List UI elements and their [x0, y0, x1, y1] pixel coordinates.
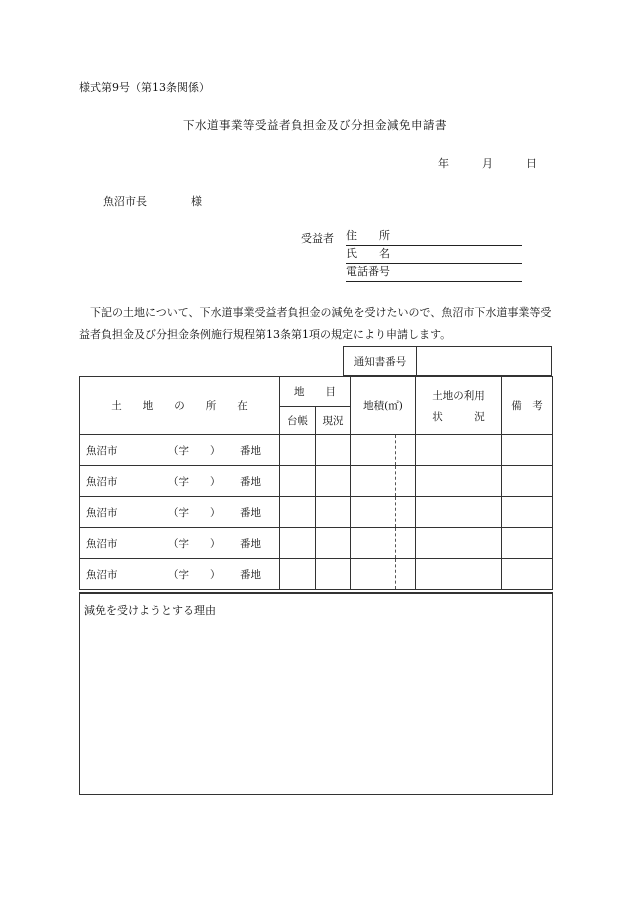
name-field[interactable]	[346, 247, 522, 264]
addressee-name: 魚沼市長	[103, 195, 147, 208]
land-use-cell[interactable]	[416, 559, 502, 590]
remarks-cell[interactable]	[502, 559, 553, 590]
land-use-cell[interactable]	[416, 466, 502, 497]
table-row	[80, 559, 553, 590]
remarks-cell[interactable]	[502, 497, 553, 528]
ledger-cell[interactable]	[280, 528, 316, 559]
header-area: 地積(㎡)	[351, 377, 416, 435]
ledger-cell[interactable]	[280, 435, 316, 466]
table-row	[80, 497, 553, 528]
location-cell[interactable]	[80, 497, 280, 528]
address-label: 住 所	[346, 229, 390, 242]
table-row	[80, 466, 553, 497]
applicant-label: 受益者	[301, 232, 334, 245]
location-banchi: 番地	[240, 568, 261, 581]
location-banchi: 番地	[240, 506, 261, 519]
location-banchi: 番地	[240, 537, 261, 550]
header-remarks: 備 考	[502, 377, 553, 435]
date-month: 月	[482, 157, 493, 170]
area-cell[interactable]	[351, 528, 416, 559]
document-title: 下水道事業等受益者負担金及び分担金減免申請書	[183, 118, 447, 132]
area-divider	[395, 435, 396, 465]
area-cell[interactable]	[351, 559, 416, 590]
location-aza: （字 ）	[168, 475, 221, 488]
land-use-cell[interactable]	[416, 435, 502, 466]
location-city: 魚沼市	[86, 444, 118, 457]
addressee-honorific: 様	[191, 195, 202, 208]
location-cell[interactable]	[80, 466, 280, 497]
ledger-cell[interactable]	[280, 466, 316, 497]
header-location: 土 地 の 所 在	[80, 377, 280, 435]
location-aza: （字 ）	[168, 506, 221, 519]
addressee	[103, 196, 202, 207]
area-divider	[395, 559, 396, 589]
notice-number-label: 通知書番号	[344, 347, 417, 376]
form-number: 様式第9号（第13条関係）	[79, 81, 210, 94]
current-cell[interactable]	[316, 528, 351, 559]
area-divider	[395, 497, 396, 527]
header-land-use-line2: 状 況	[432, 410, 485, 423]
table-row	[80, 528, 553, 559]
location-cell[interactable]	[80, 559, 280, 590]
land-use-cell[interactable]	[416, 497, 502, 528]
date-day: 日	[526, 157, 537, 170]
area-cell[interactable]	[351, 466, 416, 497]
header-ledger: 台帳	[280, 407, 316, 435]
location-banchi: 番地	[240, 444, 261, 457]
reason-box[interactable]	[79, 592, 553, 795]
phone-label: 電話番号	[346, 265, 390, 278]
location-city: 魚沼市	[86, 537, 118, 550]
area-divider	[395, 528, 396, 558]
remarks-cell[interactable]	[502, 435, 553, 466]
land-table	[79, 376, 553, 590]
location-cell[interactable]	[80, 528, 280, 559]
location-aza: （字 ）	[168, 568, 221, 581]
location-banchi: 番地	[240, 475, 261, 488]
remarks-cell[interactable]	[502, 466, 553, 497]
area-cell[interactable]	[351, 497, 416, 528]
date-year: 年	[438, 157, 449, 170]
location-aza: （字 ）	[168, 444, 221, 457]
area-divider	[395, 466, 396, 496]
header-land-use	[416, 377, 502, 435]
location-city: 魚沼市	[86, 568, 118, 581]
address-field[interactable]	[346, 229, 522, 246]
current-cell[interactable]	[316, 466, 351, 497]
ledger-cell[interactable]	[280, 559, 316, 590]
current-cell[interactable]	[316, 497, 351, 528]
ledger-cell[interactable]	[280, 497, 316, 528]
name-label: 氏 名	[346, 247, 390, 260]
reason-label: 減免を受けようとする理由	[84, 604, 216, 617]
notice-number-field[interactable]	[417, 347, 552, 376]
area-cell[interactable]	[351, 435, 416, 466]
current-cell[interactable]	[316, 435, 351, 466]
notice-number-box	[343, 346, 552, 376]
location-city: 魚沼市	[86, 475, 118, 488]
remarks-cell[interactable]	[502, 528, 553, 559]
location-cell[interactable]	[80, 435, 280, 466]
current-cell[interactable]	[316, 559, 351, 590]
header-current: 現況	[316, 407, 351, 435]
location-city: 魚沼市	[86, 506, 118, 519]
header-land-use-line1: 土地の利用	[432, 389, 485, 402]
phone-field[interactable]	[346, 265, 522, 282]
body-text: 下記の土地について、下水道事業受益者負担金の減免を受けたいので、魚沼市下水道事業等受益者負担金及び分担金条例施行規程第13条第1項の規定により申請します。	[79, 306, 552, 341]
land-use-cell[interactable]	[416, 528, 502, 559]
location-aza: （字 ）	[168, 537, 221, 550]
table-row	[80, 435, 553, 466]
header-land-category: 地 目	[280, 377, 351, 407]
date-line	[438, 158, 537, 169]
